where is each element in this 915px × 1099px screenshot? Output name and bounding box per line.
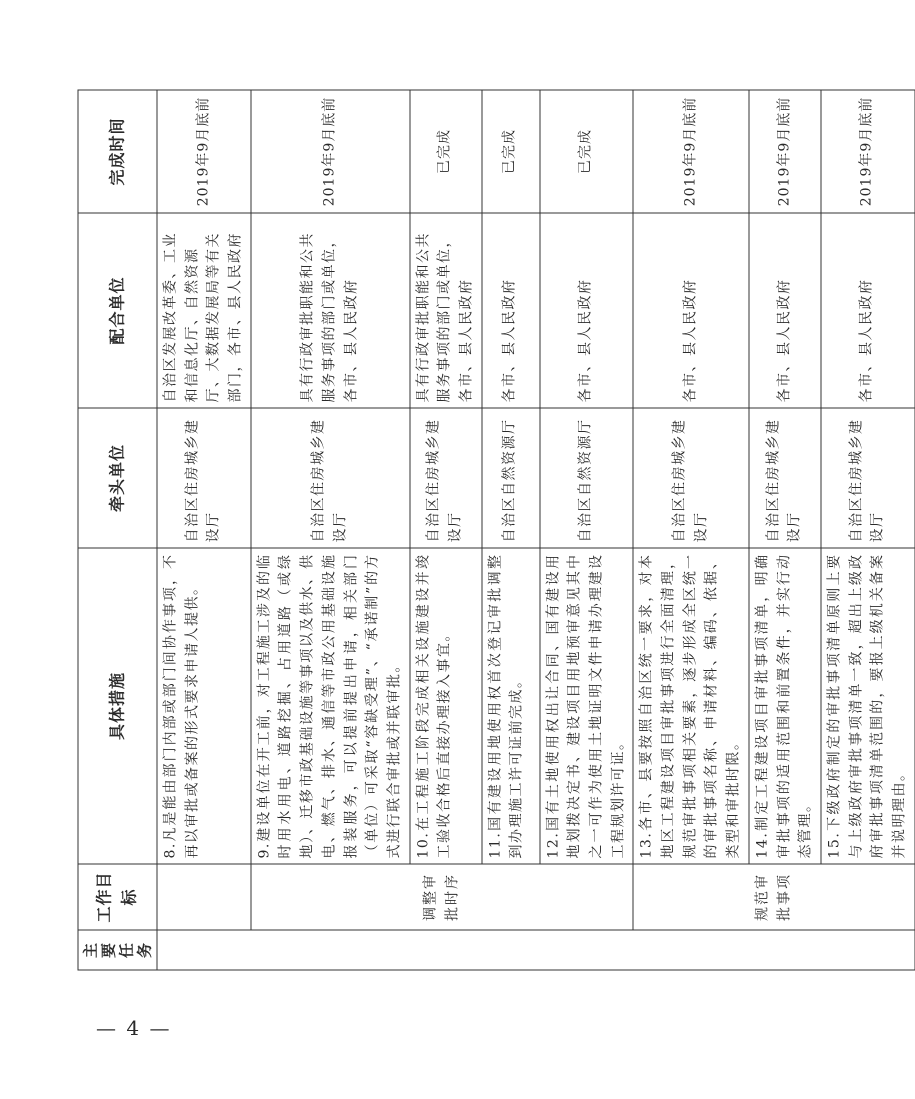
lead-unit-cell: 自治区自然资源厅 (540, 408, 634, 548)
measure-cell: 15.下级政府制定的审批事项清单原则上要与上级政府审批事项清单一致，超出上级政府审批事项清单范围的，要报上级机关备案并说明理由。 (821, 548, 915, 864)
deadline-cell: 2019年9月底前 (633, 90, 748, 213)
table-row (251, 90, 410, 970)
lead-unit-cell: 自治区住房城乡建设厅 (251, 408, 410, 548)
deadline-cell: 已完成 (540, 90, 634, 213)
lead-unit-cell: 自治区住房城乡建设厅 (821, 408, 915, 548)
measures-table (78, 89, 915, 970)
target-regulate-items: 规范审批事项 (633, 864, 914, 930)
task-cell (157, 930, 915, 970)
measure-cell: 10.在工程施工阶段完成相关设施建设并竣工验收合格后直接办理接入事宜。 (410, 548, 482, 864)
table-row (482, 90, 540, 970)
header-lead: 牵头单位 (78, 408, 157, 548)
rotated-document-page (78, 90, 908, 970)
deadline-cell: 2019年9月底前 (157, 90, 251, 213)
table-row (540, 90, 634, 970)
table-row (157, 90, 251, 970)
measure-cell: 12.国有土地使用权出让合同、国有建设用地划拨决定书、建设项目用地预审意见其中之一可作为使用土地证明文件申请办理建设工程规划许可证。 (540, 548, 634, 864)
coop-unit-cell: 具有行政审批职能和公共服务事项的部门或单位，各市、县人民政府 (410, 213, 482, 408)
measure-cell: 11.国有建设用地使用权首次登记审批调整到办理施工许可证前完成。 (482, 548, 540, 864)
lead-unit-cell: 自治区住房城乡建设厅 (410, 408, 482, 548)
deadline-cell: 2019年9月底前 (251, 90, 410, 213)
header-target: 工作目标 (78, 864, 157, 930)
measure-cell: 13.各市、县要按照自治区统一要求，对本地区工程建设项目审批事项进行全面清理，规范审批事项相关要素，逐步形成全区统一的审批事项名称、申请材料、编码、依据、类型和审批时限。 (633, 548, 748, 864)
table-row (749, 90, 821, 970)
deadline-cell: 已完成 (482, 90, 540, 213)
target-cell-empty (157, 864, 251, 930)
deadline-cell: 已完成 (410, 90, 482, 213)
coop-unit-cell: 各市、县人民政府 (821, 213, 915, 408)
coop-unit-cell: 各市、县人民政府 (540, 213, 634, 408)
coop-unit-cell: 各市、县人民政府 (633, 213, 748, 408)
header-time: 完成时间 (78, 90, 157, 213)
table-row (633, 90, 748, 970)
header-measure: 具体措施 (78, 548, 157, 864)
coop-unit-cell: 自治区发展改革委、工业和信息化厅、自然资源厅、大数据发展局等有关部门，各市、县人民政府 (157, 213, 251, 408)
lead-unit-cell: 自治区住房城乡建设厅 (633, 408, 748, 548)
header-task: 主要任务 (78, 930, 157, 970)
deadline-cell: 2019年9月底前 (821, 90, 915, 213)
lead-unit-cell: 自治区自然资源厅 (482, 408, 540, 548)
table-row (410, 90, 482, 970)
coop-unit-cell: 各市、县人民政府 (749, 213, 821, 408)
measure-cell: 9.建设单位在开工前，对工程施工涉及的临时用水用电、道路挖掘、占用道路（或绿地）、迁移市政基础设施等事项以及供水、供电、燃气、排水、通信等市政公用基础设施报装服务，可以提前提出申请，相关部门（单位）可采取“容缺受理”、“承诺制”的方式进行联合审批或并联审批。 (251, 548, 410, 864)
measure-cell: 14.制定工程建设项目审批事项清单，明确审批事项的适用范围和前置条件，并实行动态管理。 (749, 548, 821, 864)
table-row (821, 90, 915, 970)
page-number: — 4 — (96, 1016, 172, 1040)
lead-unit-cell: 自治区住房城乡建设厅 (749, 408, 821, 548)
table-header-row (78, 90, 157, 970)
target-adjust-sequence: 调整审批时序 (251, 864, 634, 930)
deadline-cell: 2019年9月底前 (749, 90, 821, 213)
lead-unit-cell: 自治区住房城乡建设厅 (157, 408, 251, 548)
coop-unit-cell: 各市、县人民政府 (482, 213, 540, 408)
coop-unit-cell: 具有行政审批职能和公共服务事项的部门或单位，各市、县人民政府 (251, 213, 410, 408)
header-coop: 配合单位 (78, 213, 157, 408)
measure-cell: 8.凡是能由部门内部或部门间协作事项，不再以审批或备案的形式要求申请人提供。 (157, 548, 251, 864)
